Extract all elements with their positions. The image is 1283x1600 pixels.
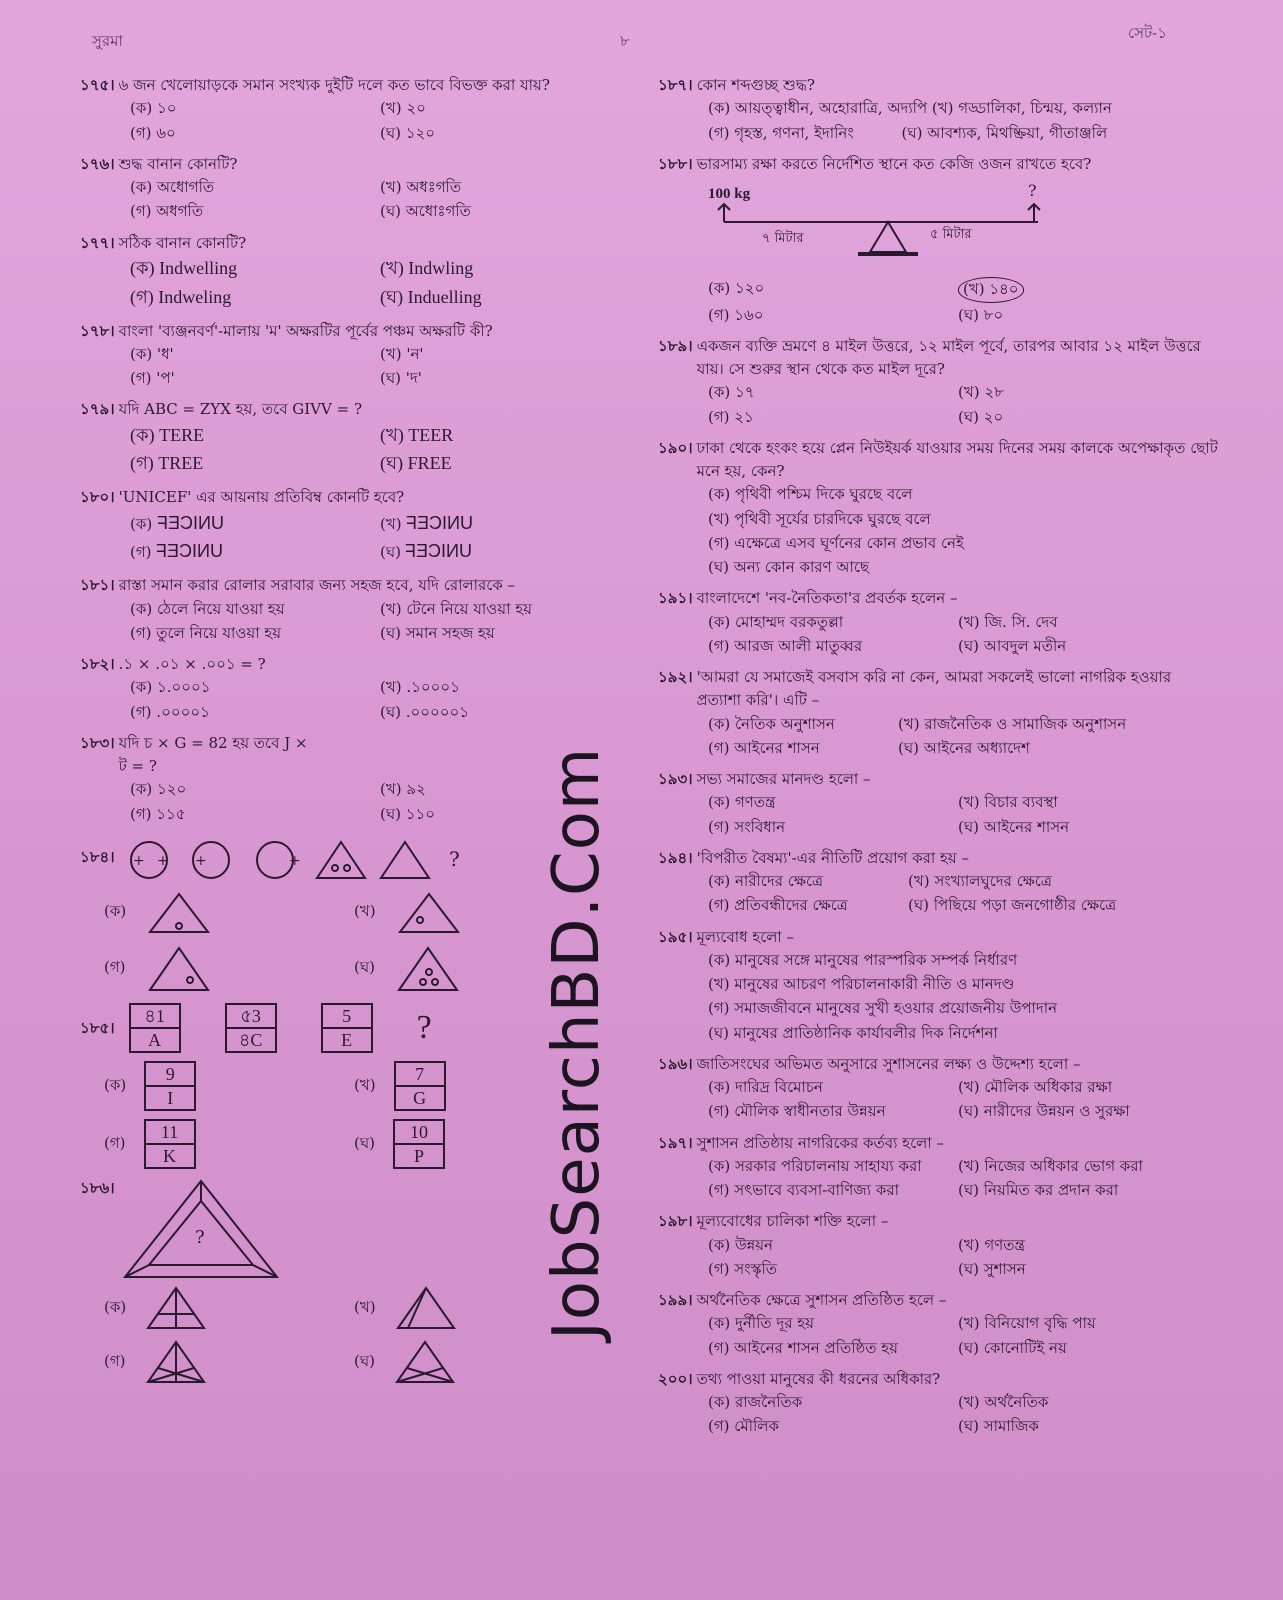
right-column: [658, 74, 1218, 1447]
question-number: ১৮১।: [80, 576, 115, 595]
option-a: (ক): [104, 1284, 354, 1332]
question-191: [658, 587, 1218, 658]
option: (ক) ১২০: [130, 780, 187, 799]
question-number: ২০০।: [658, 1369, 693, 1388]
option: (খ) জি. সি. দেব: [958, 612, 1058, 631]
option: (ক) অধোগতি: [130, 178, 215, 196]
option: (ক) পৃথিবী পশ্চিম দিকে ঘুরছে বলে: [708, 485, 913, 504]
option: (ক) মানুষের সঙ্গে মানুষের পারস্পরিক সম্পর্ক নির্ধারণ: [708, 950, 1018, 969]
series-box: ৪1 A: [129, 1003, 181, 1053]
option: (গ) Indweling: [130, 286, 232, 307]
option: (খ) গণতন্ত্র: [958, 1235, 1025, 1254]
option: (খ) টেনে নিয়ে যাওয়া হয়: [380, 599, 532, 618]
question-189: [658, 335, 1218, 429]
option-c: (গ): [104, 942, 354, 994]
nested-triangle-figure: [119, 1177, 289, 1282]
option: (খ) 'ন': [380, 344, 424, 363]
question-text: অর্থনৈতিক ক্ষেত্রে সুশাসন প্রতিষ্ঠিত হলে –: [696, 1291, 947, 1309]
question-text: বাংলাদেশে 'নব-নৈতিকতা'র প্রবর্তক হলেন –: [696, 589, 958, 608]
option: (গ) সমাজজীবনে মানুষের সুখী হওয়ার প্রয়োজনীয় উপাদান: [708, 999, 1058, 1018]
option: (খ) নিজের অধিকার ভোগ করা: [958, 1156, 1143, 1175]
option: (খ) ১৪০: [958, 277, 1024, 302]
question-text: মূল্যবোধ হলো –: [696, 927, 795, 946]
svg-text:+: +: [156, 852, 169, 869]
option: (ক) উন্নয়ন: [708, 1235, 774, 1254]
question-199: [658, 1289, 1218, 1360]
question-181: [80, 574, 600, 645]
triangle-figure-icon: [394, 1284, 458, 1332]
question-text: সুশাসন প্রতিষ্ঠায় নাগরিকের কর্তব্য হলো –: [696, 1133, 944, 1152]
option: (ক) Indwelling: [130, 257, 238, 278]
svg-text:+: +: [132, 852, 145, 869]
option: (ঘ) নারীদের উন্নয়ন ও সুরক্ষা: [958, 1102, 1130, 1121]
option: (গ) মৌলিক: [708, 1417, 779, 1436]
question-text: বাংলা 'ব্যঞ্জনবর্ণ'-মালায় 'ম' অক্ষরটির পূর্বের পঞ্চম অক্ষরটি কী?: [118, 321, 493, 340]
option: (ঘ) ১২০: [380, 123, 435, 142]
option: (ক) আয়ত্ত্বাধীন, অহোরাত্রি, অদ্যপি (খ) গড্ডালিকা, চিন্ময়, কল্যান: [708, 99, 1112, 118]
option: (ঘ) সমান সহজ হয়: [380, 623, 495, 642]
option: (ক) মোহাম্মদ বরকতুল্লা: [708, 612, 844, 631]
option: (গ) সৎভাবে ব্যবসা-বাণিজ্য করা: [708, 1181, 899, 1199]
question-178: [80, 320, 600, 391]
option-b: (খ): [354, 888, 600, 936]
option: (গ) সংবিধান: [708, 817, 786, 836]
option: (ক) ১২০: [708, 279, 765, 298]
header-left: সুরমা: [92, 32, 123, 50]
triangle-figure-icon: [144, 888, 214, 936]
option: (খ) বিচার ব্যবস্থা: [958, 793, 1058, 812]
option: (ঘ) 'দ': [380, 369, 422, 388]
option: (ঘ) Induelling: [380, 286, 482, 307]
triangle-figure-icon: [394, 888, 464, 936]
option: (খ) Indwling: [380, 257, 474, 278]
option: (ক) 'ধ': [130, 344, 174, 363]
question-185: [80, 1002, 600, 1169]
question-number: ১৯২।: [658, 668, 693, 686]
question-mark: ?: [448, 846, 460, 871]
weight-label: 100 kg: [708, 186, 751, 202]
question-number: ১৮৪।: [80, 848, 115, 867]
question-number: ১৯০।: [658, 438, 693, 457]
question-number: ১৯৮।: [658, 1212, 693, 1231]
question-193: [658, 768, 1218, 839]
question-197: [658, 1132, 1218, 1203]
option-b: (খ): [354, 1284, 600, 1332]
option-c: (গ): [104, 1338, 354, 1386]
right-arm-label: ৫ মিটার: [930, 227, 972, 242]
question-text: ৬ জন খেলোয়াড়কে সমান সংখ্যক দুইটি দলে কত ভাবে বিভক্ত করা যায়?: [118, 76, 550, 94]
option: (ক) নৈতিক অনুশাসন: [708, 714, 835, 733]
option: (ক) গণতন্ত্র: [708, 793, 776, 812]
option: (খ) পৃথিবী সূর্যের চারদিকে ঘুরছে বলে: [708, 509, 931, 528]
option: (ক) ১০: [130, 99, 177, 118]
option: (ঘ) আবদুল মতীন: [958, 636, 1067, 655]
question-number: ১৮৫।: [80, 1018, 115, 1037]
question-190: [658, 437, 1218, 580]
option: (খ) সংখ্যালঘুদের ক্ষেত্রে: [908, 872, 1052, 890]
option-b: (খ) 7 G: [354, 1061, 600, 1111]
option: (খ) বিনিয়োগ বৃদ্ধি পায়: [958, 1314, 1096, 1333]
question-188: [658, 153, 1218, 327]
page-number: ৮: [620, 32, 630, 50]
question-number: ১৯৯।: [658, 1291, 693, 1309]
option: (গ) গৃহস্ত, গণনা, ইদানিং (ঘ) আবশ্যক, মিথষ্ক্রিয়া, গীতাঞ্জলি: [708, 123, 1108, 142]
question-number: ১৮৯।: [658, 336, 693, 355]
option-c: (গ) 11 K: [104, 1119, 354, 1169]
option: (গ) তুলে নিয়ে যাওয়া হয়: [130, 623, 282, 642]
option: (ঘ) ২০: [958, 407, 1004, 426]
question-text: ঢাকা থেকে হংকং হয়ে প্লেন নিউইয়র্ক যাওয়ার সময় দিনের সময় কালকে অপেক্ষাকৃত ছোট মনে হয়, কেন?: [696, 438, 1218, 480]
series-box: ৫3 ৪C: [225, 1003, 277, 1053]
option: (ঘ) পিছিয়ে পড়া জনগোষ্ঠীর ক্ষেত্রে: [908, 896, 1117, 915]
question-175: [80, 74, 600, 145]
left-arm-label: ৭ মিটার: [762, 231, 804, 246]
option: (গ) অধগতি: [130, 202, 204, 221]
svg-text:+: +: [194, 852, 207, 869]
option-mirror-c: (গ) UNICEF: [130, 541, 224, 562]
option-mirror-b: (খ) UNICEF: [380, 512, 474, 533]
question-text: শুদ্ধ বানান কোনটি?: [118, 154, 238, 173]
option: (ক) ১.০০০১: [130, 678, 211, 697]
question-number: ১৭৬।: [80, 154, 115, 173]
option: (খ) ৯২: [380, 780, 426, 799]
question-number: ১৮৩।: [80, 733, 115, 752]
option: (ঘ) ৮০: [958, 305, 1004, 324]
question-mark: ?: [416, 1008, 432, 1046]
option: (খ) অধঃগতি: [380, 178, 462, 196]
option: (ঘ) সামাজিক: [958, 1417, 1039, 1436]
option: (ঘ) আইনের শাসন: [958, 817, 1070, 836]
option: (ঘ) FREE: [380, 453, 452, 474]
series-box: 5 E: [321, 1003, 373, 1053]
question-number: ১৭৯।: [80, 400, 115, 419]
option-d: (ঘ) 10 P: [354, 1119, 600, 1169]
option: (খ) TEER: [380, 424, 454, 445]
option: (গ) এক্ষেত্রে এসব ঘূর্ণনের কোন প্রভাব নেই: [708, 533, 964, 552]
option: (খ) মানুষের আচরণ পরিচালনাকারী নীতি ও মানদণ্ড: [708, 975, 1015, 993]
option: (খ) ২০: [380, 99, 426, 118]
question-198: [658, 1210, 1218, 1281]
option: (ক) রাজনৈতিক: [708, 1393, 803, 1411]
option: (ক) দুর্নীতি দূর হয়: [708, 1314, 815, 1333]
option: (ঘ) আইনের অধ্যাদেশ: [898, 738, 1030, 757]
triangle-figure-icon: [144, 1338, 208, 1386]
option: (ঘ) কোনোটিই নয়: [958, 1338, 1067, 1357]
option-mirror-a: (ক) UNICEF: [130, 512, 224, 533]
question-text: ভারসাম্য রক্ষা করতে নির্দেশিত স্থানে কত কেজি ওজন রাখতে হবে?: [696, 154, 1092, 173]
option: (ক) ১৭: [708, 383, 755, 402]
option: (ঘ) অধোঃগতি: [380, 202, 471, 221]
question-186: [80, 1177, 600, 1386]
question-text: 'বিপরীত বৈষম্য'-এর নীতিটি প্রয়োগ করা হয় –: [696, 848, 969, 867]
option: (খ) ২৮: [958, 383, 1004, 402]
option: (গ) সংস্কৃতি: [708, 1259, 778, 1278]
question-200: [658, 1368, 1218, 1439]
question-196: [658, 1053, 1218, 1124]
option: (ক) নারীদের ক্ষেত্রে: [708, 872, 824, 890]
question-number: ১৭৮।: [80, 321, 115, 340]
question-195: [658, 926, 1218, 1045]
option-a: (ক) 9 I: [104, 1061, 354, 1111]
option: (ক) সরকার পরিচালনায় সাহায্য করা: [708, 1156, 922, 1175]
option: (গ) .০০০০১: [130, 702, 210, 721]
question-text: যদি চ × G = 82 হয় তবে J × ট = ?: [118, 733, 308, 776]
question-text: সঠিক বানান কোনটি?: [118, 233, 247, 252]
question-177: [80, 232, 600, 312]
question-text: মূল্যবোধের চালিকা শক্তি হলো –: [696, 1212, 889, 1231]
option: (ঘ) .০০০০০১: [380, 702, 470, 721]
option: (ঘ) সুশাসন: [958, 1259, 1026, 1278]
question-number: ১৯৭।: [658, 1133, 693, 1152]
question-number: ১৮৬।: [80, 1178, 115, 1197]
option: (ঘ) নিয়মিত কর প্রদান করা: [958, 1181, 1119, 1199]
question-182: [80, 653, 600, 724]
question-number: ১৮০।: [80, 488, 115, 507]
option: (ক) ঠেলে নিয়ে যাওয়া হয়: [130, 599, 285, 618]
question-number: ১৭৫।: [80, 76, 115, 94]
option: (খ) .১০০০১: [380, 678, 460, 697]
option: (খ) অর্থনৈতিক: [958, 1393, 1049, 1411]
option-d: (ঘ): [354, 1338, 600, 1386]
question-179: [80, 398, 600, 478]
question-text: কোন শব্দগুচ্ছ শুদ্ধ?: [696, 76, 815, 94]
option-d: (ঘ): [354, 942, 600, 994]
question-number: ১৯৫।: [658, 927, 693, 946]
option: (গ) 'প': [130, 369, 175, 388]
option: (ক) TERE: [130, 424, 205, 445]
option: (গ) TREE: [130, 453, 204, 474]
svg-text:+: +: [288, 852, 301, 869]
option: (গ) ১৬০: [708, 305, 764, 324]
triangle-figure-icon: [393, 1338, 457, 1386]
watermark: JobSearchBD.Com: [540, 746, 614, 1340]
question-192: [658, 666, 1218, 760]
question-184: [80, 834, 600, 994]
triangle-figure-icon: [393, 942, 463, 994]
question-text: 'UNICEF' এর আয়নায় প্রতিবিম্ব কোনটি হবে?: [118, 488, 405, 507]
unknown-weight: ?: [1028, 182, 1037, 200]
question-text: তথ্য পাওয়া মানুষের কী ধরনের অধিকার?: [696, 1369, 941, 1388]
question-mark: ?: [194, 1226, 205, 1248]
option: (খ) মৌলিক অধিকার রক্ষা: [958, 1078, 1113, 1096]
question-text: জাতিসংঘের অভিমত অনুসারে সুশাসনের লক্ষ্য ও উদ্দেশ্য হলো –: [696, 1054, 1081, 1073]
option: (ঘ) অন্য কোন কারণ আছে: [708, 558, 869, 576]
question-text: যদি ABC = ZYX হয়, তবে GIVV = ?: [118, 400, 363, 419]
question-number: ১৭৭।: [80, 233, 115, 252]
triangle-figure-icon: [144, 1284, 208, 1332]
option: (ঘ) মানুষের প্রাতিষ্ঠানিক কার্যাবলীর দিক নির্দেশনা: [708, 1023, 998, 1042]
question-text: একজন ব্যক্তি ভ্রমণে ৪ মাইল উত্তরে, ১২ মাইল পূর্বে, তারপর আবার ১২ মাইল উত্তরে যায়। সে শুরুর স্থান থেকে কত মাইল দূরে?: [696, 336, 1201, 378]
question-text: 'আমরা যে সমাজেই বসবাস করি না কেন, আমরা সকলেই ভালো নাগরিক হওয়ার প্রত্যাশা করি'। এটি –: [696, 668, 1172, 710]
question-text: সভ্য সমাজের মানদণ্ড হলো –: [696, 770, 871, 788]
option: (গ) আইনের শাসন প্রতিষ্ঠিত হয়: [708, 1338, 899, 1357]
triangle-figure-icon: [144, 942, 214, 994]
question-number: ১৮৮।: [658, 154, 693, 173]
option: (গ) ১১৫: [130, 804, 186, 823]
option-mirror-d: (ঘ) UNICEF: [380, 541, 473, 562]
question-183: [80, 732, 600, 826]
option: (গ) ৬০: [130, 123, 176, 142]
question-number: ১৯১।: [658, 589, 693, 608]
question-number: ১৯৬।: [658, 1054, 693, 1073]
question-176: [80, 153, 600, 224]
option: (গ) আরজ আলী মাতুব্বর: [708, 636, 863, 655]
set-label: সেট-১: [1128, 24, 1167, 42]
question-number: ১৮২।: [80, 655, 115, 674]
question-number: ১৯৩।: [658, 770, 693, 788]
question-text: রাস্তা সমান করার রোলার সরাবার জন্য সহজ হবে, যদি রোলারকে –: [118, 576, 516, 595]
question-187: [658, 74, 1218, 145]
left-column: [80, 74, 600, 1394]
question-number: ১৯৪।: [658, 848, 693, 867]
option: (ক) দারিদ্র বিমোচন: [708, 1078, 823, 1096]
question-number: ১৮৭।: [658, 76, 693, 94]
figure-series: [119, 834, 479, 882]
option: (গ) আইনের শাসন: [708, 738, 820, 757]
option: (গ) ২১: [708, 407, 754, 426]
option: (গ) মৌলিক স্বাধীনতার উন্নয়ন: [708, 1102, 886, 1121]
option: (ঘ) ১১০: [380, 804, 435, 823]
question-text: .১ × .০১ × .০০১ = ?: [118, 655, 266, 674]
option-a: (ক): [104, 888, 354, 936]
question-194: [658, 847, 1218, 918]
option: (খ) রাজনৈতিক ও সামাজিক অনুশাসন: [898, 714, 1127, 733]
option: (গ) প্রতিবন্ধীদের ক্ষেত্রে: [708, 896, 848, 915]
balance-scale-figure: [698, 182, 1078, 266]
question-180: [80, 486, 600, 566]
